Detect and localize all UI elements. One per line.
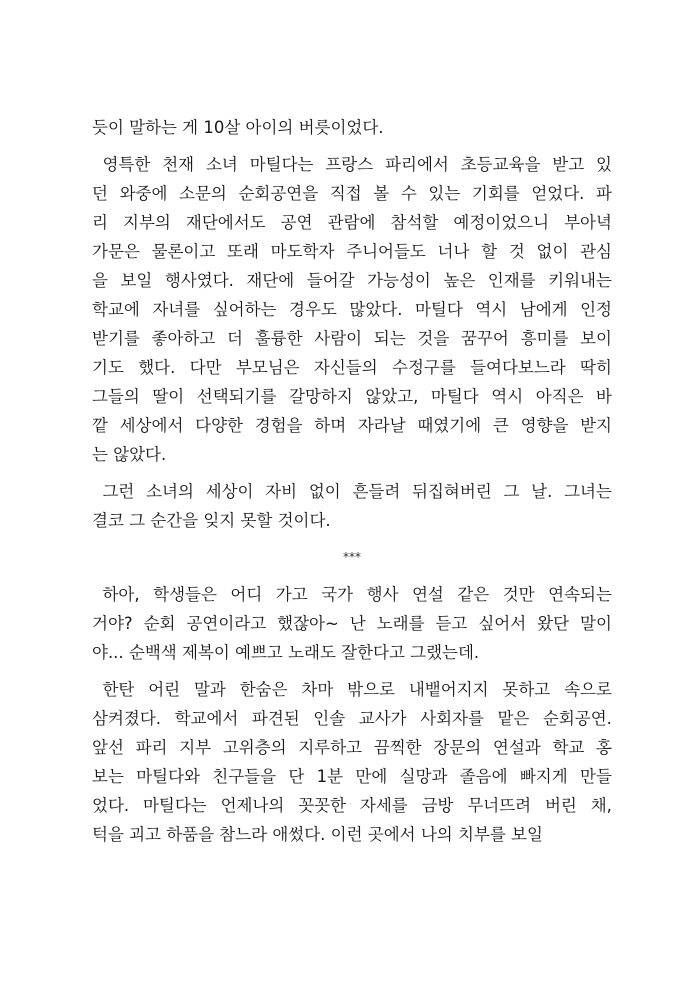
word: 공연 — [280, 213, 313, 232]
word: 있 — [596, 155, 612, 174]
word: 빠지게 — [519, 767, 568, 786]
word: 끔찍한 — [373, 738, 422, 757]
word: 역시 — [491, 387, 524, 406]
word: 것을 — [417, 329, 450, 348]
word: 못하고 — [502, 680, 551, 699]
text-line — [92, 411, 612, 440]
word: 천재 — [162, 155, 195, 174]
word: 자신들의 — [313, 358, 378, 377]
word: 예정이었으니 — [453, 213, 550, 232]
word: 초등교육을 — [460, 155, 541, 174]
word: 졸음에 — [459, 767, 508, 786]
word: 무너뜨려 — [467, 796, 532, 815]
text-line — [92, 266, 612, 295]
word: 보일 — [120, 271, 153, 290]
word: 자비 — [265, 482, 298, 501]
word: 남에게 — [519, 300, 568, 319]
word: 실망과 — [399, 767, 448, 786]
word: 왔단 — [537, 614, 570, 633]
word: 만에 — [355, 767, 388, 786]
text-line — [92, 295, 612, 324]
word: 뒤집혀버린 — [412, 482, 492, 501]
word: 내뱉어지지 — [408, 680, 489, 699]
word: 보는 — [92, 767, 124, 786]
word: 주니어들도 — [346, 242, 426, 261]
word: 자라날 — [357, 416, 406, 435]
word: 그런 — [92, 482, 135, 501]
paragraph-gap — [92, 667, 612, 675]
word: 물론이고 — [151, 242, 216, 261]
text-line — [92, 675, 612, 704]
word: 했잖아~ — [277, 614, 339, 633]
word: 더 — [227, 329, 243, 348]
word: 영향을 — [520, 416, 569, 435]
word: 거야? — [92, 614, 133, 633]
word: 행사였다. — [164, 271, 234, 290]
word: 소녀의 — [146, 482, 194, 501]
word: 가고 — [275, 585, 308, 604]
word: 바 — [596, 387, 612, 406]
text-line — [92, 324, 612, 353]
word: 1분 — [316, 767, 344, 786]
word: 역시 — [475, 300, 508, 319]
word: 파견된 — [251, 709, 300, 728]
word: 세상에서 — [119, 416, 184, 435]
word: 받고 — [552, 155, 585, 174]
word: 파리 — [135, 738, 168, 757]
word: 직접 — [329, 184, 362, 203]
word: 마틸다는 — [249, 155, 314, 174]
paragraph-gap — [92, 142, 612, 150]
word: 만들 — [580, 767, 612, 786]
word: 또래 — [227, 242, 259, 261]
text-line: 듯이 말하는 게 10살 아이의 버릇이었다. — [92, 118, 384, 137]
text-line — [92, 704, 612, 733]
word: 지부 — [179, 738, 212, 757]
word: 듣고 — [435, 614, 468, 633]
word: 딸이 — [152, 387, 185, 406]
word: 하며 — [314, 416, 347, 435]
word: 선택되기를 — [196, 387, 277, 406]
body-text — [92, 113, 612, 849]
word: 들여다보느라 — [470, 358, 566, 377]
word: 그들의 — [92, 387, 140, 406]
word: 경험을 — [254, 416, 303, 435]
word: 다만 — [189, 358, 222, 377]
word: 앞선 — [92, 738, 124, 757]
word: 속으로 — [564, 680, 612, 699]
word: 인솔 — [313, 709, 346, 728]
word: 것만 — [502, 585, 535, 604]
word: 기회를 — [471, 184, 520, 203]
text-line — [92, 382, 612, 411]
text-line — [92, 791, 612, 820]
word: 좋아하고 — [151, 329, 216, 348]
word: 순회 — [143, 614, 176, 633]
text-line — [92, 237, 612, 266]
word: 언제나의 — [220, 796, 285, 815]
word: 와중에 — [119, 184, 168, 203]
word: 관심 — [580, 242, 612, 261]
word: 학교에 — [92, 300, 140, 319]
word: 버린 — [544, 796, 577, 815]
word: 공연이라고 — [186, 614, 267, 633]
word: 기도 — [92, 358, 124, 377]
text-line — [92, 762, 612, 791]
text-line — [92, 477, 612, 506]
word: 재단에서도 — [185, 213, 266, 232]
word: 아직은 — [535, 387, 584, 406]
word: 마도학자 — [270, 242, 335, 261]
word: 인재를 — [487, 271, 536, 290]
word: 날. — [531, 482, 553, 501]
text-line — [92, 733, 612, 762]
word: 훌륭한 — [254, 329, 303, 348]
word: 깥 — [92, 416, 108, 435]
word: 연설 — [411, 585, 444, 604]
word: 하아, — [92, 585, 140, 604]
word: 흥미를 — [520, 329, 569, 348]
word: 학교에서 — [174, 709, 239, 728]
word: 행사 — [366, 585, 399, 604]
word: 보이 — [580, 329, 612, 348]
word: 많았다. — [349, 300, 403, 319]
paragraph — [92, 477, 612, 535]
word: 맡은 — [497, 709, 530, 728]
section-separator: *** — [343, 550, 361, 564]
word: 장문의 — [433, 738, 482, 757]
text-line — [92, 609, 612, 638]
word: 사회자를 — [420, 709, 484, 728]
word: 때였기에 — [417, 416, 482, 435]
word: 없이 — [308, 482, 341, 501]
word: 했다. — [138, 358, 176, 377]
word: 참석할 — [390, 213, 439, 232]
word: 자녀를 — [152, 300, 201, 319]
word: 관람에 — [327, 213, 376, 232]
word: 었다. — [92, 796, 130, 815]
word: 영특한 — [92, 155, 151, 174]
word: 마틸다는 — [142, 796, 207, 815]
word: 같은 — [457, 585, 490, 604]
word: 차마 — [301, 680, 334, 699]
word: 것 — [508, 242, 525, 261]
word: 마틸다와 — [136, 767, 200, 786]
word: 던 — [92, 184, 108, 203]
word: 한숨은 — [239, 680, 288, 699]
word: 친구들을 — [212, 767, 277, 786]
word: 어린 — [148, 680, 181, 699]
word: 연설과 — [492, 738, 541, 757]
word: 밖으로 — [347, 680, 395, 699]
word: 가능성이 — [367, 271, 431, 290]
text-line — [92, 353, 612, 382]
paragraph — [92, 150, 612, 469]
word: 않았고, — [365, 387, 419, 406]
word: 있는 — [428, 184, 461, 203]
word: 지루하고 — [298, 738, 363, 757]
word: 수정구를 — [392, 358, 456, 377]
word: 마틸다 — [414, 300, 463, 319]
word: 받기를 — [92, 329, 140, 348]
word: 다양한 — [195, 416, 243, 435]
paragraph-gap — [92, 572, 612, 580]
text-line: 는 않았다. — [92, 445, 167, 464]
word: 단 — [288, 767, 305, 786]
word: 소문의 — [179, 184, 227, 203]
word: 싶어하는 — [212, 300, 277, 319]
word: 을 — [92, 271, 108, 290]
paragraph-gap — [92, 535, 612, 543]
word: 어디 — [230, 585, 263, 604]
word: 프랑스 — [325, 155, 374, 174]
word: 받지 — [580, 416, 612, 435]
text-line: 결코 그 순간을 잊지 못할 것이다. — [92, 511, 331, 530]
text-line — [92, 208, 612, 237]
word: 파리에서 — [385, 155, 449, 174]
word: 마틸다 — [430, 387, 479, 406]
word: 키워내는 — [548, 271, 612, 290]
paragraph — [92, 113, 612, 142]
word: 소녀 — [205, 155, 238, 174]
word: 고위층의 — [222, 738, 287, 757]
word: 갈망하지 — [289, 387, 353, 406]
word: 채, — [590, 796, 612, 815]
word: 파 — [595, 184, 612, 203]
word: 없이 — [536, 242, 569, 261]
word: 볼 — [373, 184, 390, 203]
text-line — [92, 179, 612, 208]
word: 얻었다. — [531, 184, 585, 203]
word: 말과 — [193, 680, 226, 699]
text-line — [92, 580, 612, 609]
word: 지부의 — [123, 213, 171, 232]
word: 큰 — [492, 416, 509, 435]
word: 교사가 — [358, 709, 407, 728]
word: 수 — [400, 184, 417, 203]
paragraph — [92, 580, 612, 667]
word: 꼿꼿한 — [298, 796, 347, 815]
text-line — [92, 150, 612, 179]
word: 말이 — [580, 614, 612, 633]
word: 삼켜졌다. — [92, 709, 162, 728]
word: 할 — [481, 242, 498, 261]
word: 부모님은 — [235, 358, 300, 377]
word: 되는 — [373, 329, 406, 348]
paragraph — [92, 675, 612, 849]
word: 가문은 — [92, 242, 140, 261]
word: 학교 — [552, 738, 585, 757]
word: 사람이 — [314, 329, 363, 348]
word: 그 — [503, 482, 520, 501]
word: 꿈꾸어 — [461, 329, 509, 348]
word: 국가 — [321, 585, 354, 604]
word: 한탄 — [92, 680, 135, 699]
word: 연속되는 — [548, 585, 612, 604]
word: 리 — [92, 213, 108, 232]
text-line: 야... 순백색 제복이 예쁘고 노래도 잘한다고 그랬는데. — [92, 643, 480, 662]
word: 세상이 — [205, 482, 254, 501]
text-line: 턱을 괴고 하품을 참느라 애썼다. 이런 곳에서 나의 치부를 보일 — [92, 825, 543, 844]
word: 경우도 — [289, 300, 337, 319]
word: 금방 — [421, 796, 454, 815]
word: 노래를 — [376, 614, 425, 633]
word: 홍 — [596, 738, 612, 757]
word: 딱히 — [580, 358, 612, 377]
word: 학생들은 — [153, 585, 217, 604]
word: 재단에 — [246, 271, 295, 290]
word: 그녀는 — [564, 482, 612, 501]
word: 순회공연을 — [238, 184, 319, 203]
word: 부아녁 — [564, 213, 612, 232]
paragraph-gap — [92, 469, 612, 477]
word: 난 — [349, 614, 366, 633]
word: 순회공연. — [542, 709, 612, 728]
word: 높은 — [443, 271, 476, 290]
word: 인정 — [580, 300, 612, 319]
word: 흔들려 — [352, 482, 401, 501]
word: 너나 — [437, 242, 470, 261]
word: 싶어서 — [478, 614, 527, 633]
word: 자세를 — [359, 796, 408, 815]
word: 들어갈 — [306, 271, 355, 290]
